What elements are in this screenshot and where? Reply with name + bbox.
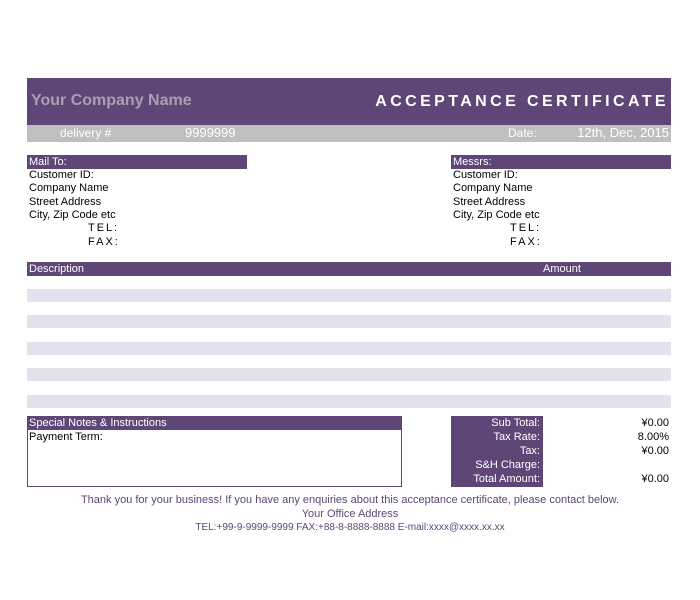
total-amount-value: ¥0.00: [641, 473, 669, 485]
sub-total-value: ¥0.00: [641, 417, 669, 429]
mail-to-city: City, Zip Code etc: [29, 208, 116, 221]
tax-label: Tax:: [519, 445, 540, 457]
messrs-tel-label: TEL:: [510, 222, 542, 234]
mail-to-street: Street Address: [29, 195, 102, 208]
footer-contact: TEL:+99-9-9999-9999 FAX:+88-8-8888-8888 E-mail:xxxx@xxxx.xx.xx: [195, 522, 505, 533]
messrs-label: Messrs:: [451, 155, 671, 169]
notes-box[interactable]: [27, 416, 402, 487]
date-label: Date:: [508, 126, 537, 140]
table-row[interactable]: [27, 395, 671, 408]
footer-thanks: Thank you for your business! If you have any enquiries about this acceptance certificate, please contact below.: [80, 494, 620, 506]
sub-total-label: Sub Total:: [491, 417, 540, 429]
mail-to-customer-id: Customer ID:: [29, 169, 94, 181]
table-row[interactable]: [27, 289, 671, 302]
delivery-number: 9999999: [185, 125, 236, 140]
date-value: 12th, Dec, 2015: [577, 125, 669, 140]
mail-to-fax-label: FAX:: [88, 236, 120, 248]
messrs-address: [453, 169, 540, 222]
mail-to-address: [29, 169, 116, 222]
total-amount-label: Total Amount:: [473, 473, 540, 485]
tax-value: ¥0.00: [641, 445, 669, 457]
sh-charge-label: S&H Charge:: [475, 459, 540, 471]
table-row[interactable]: [27, 315, 671, 328]
messrs-street: Street Address: [453, 195, 526, 208]
tax-rate-label: Tax Rate:: [493, 431, 540, 443]
company-name: Your Company Name: [31, 92, 192, 109]
table-row[interactable]: [27, 368, 671, 381]
info-bar: [27, 125, 671, 142]
payment-term-label: Payment Term:: [29, 431, 103, 443]
mail-to-label: Mail To:: [27, 155, 247, 169]
table-row[interactable]: [27, 342, 671, 355]
tax-rate-value: 8.00%: [637, 431, 669, 443]
notes-label: Special Notes & Instructions: [27, 416, 402, 430]
items-header: [27, 262, 671, 276]
document-title: ACCEPTANCE CERTIFICATE: [375, 93, 669, 110]
mail-to-company: Company Name: [29, 182, 109, 195]
messrs-customer-id: Customer ID:: [453, 169, 518, 181]
footer-address: Your Office Address: [301, 508, 399, 520]
messrs-city: City, Zip Code etc: [453, 208, 540, 221]
mail-to-tel-label: TEL:: [88, 222, 120, 234]
delivery-label: delivery #: [60, 126, 112, 140]
messrs-fax-label: FAX:: [510, 236, 542, 248]
description-header: Description: [29, 263, 85, 275]
messrs-company: Company Name: [453, 182, 533, 195]
amount-header: Amount: [543, 263, 581, 275]
